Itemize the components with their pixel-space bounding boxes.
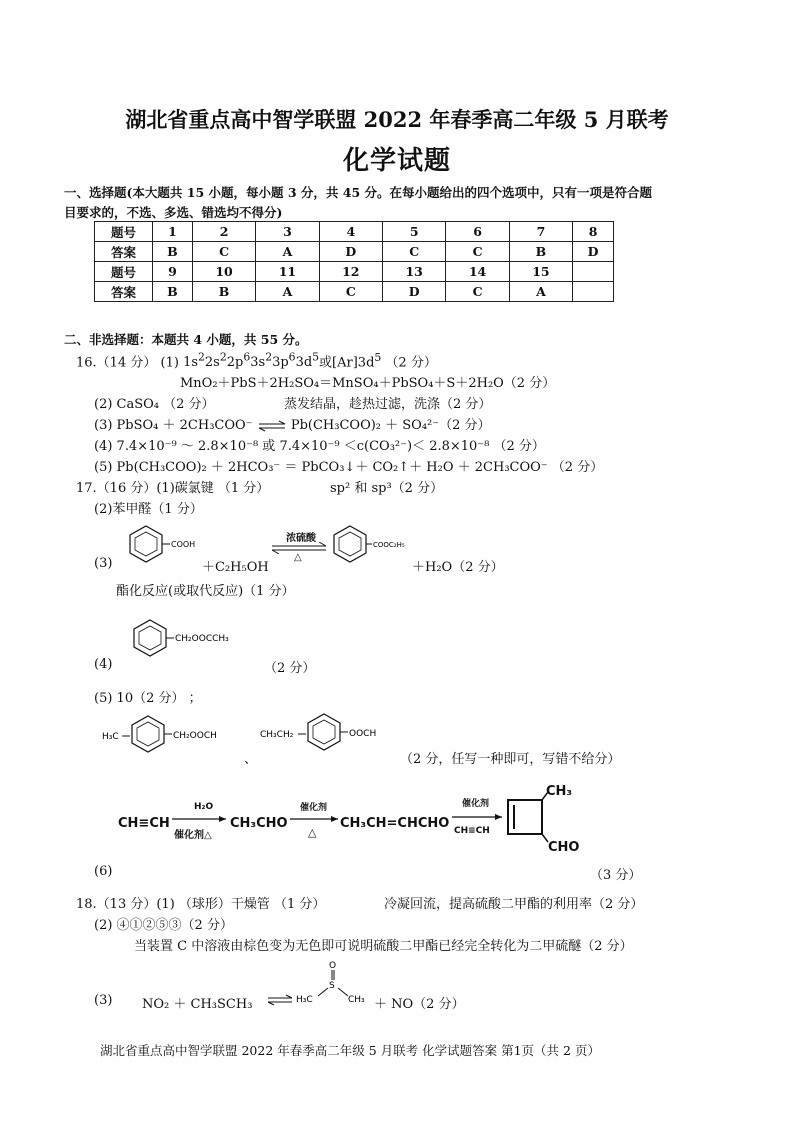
q18-head: 18.（13 分）(1) （球形）干燥管 （1 分）	[76, 897, 326, 912]
q16-p1-label: (1)	[160, 355, 179, 371]
q17-p4-label: (4)	[94, 657, 113, 672]
q16-p3-right: Pb(CH₃COO)₂ ＋ SO₄²⁻（2 分）	[290, 418, 491, 433]
table-cell: 7	[509, 222, 572, 242]
q17-p5-iso1-left: H₃C	[102, 732, 119, 742]
q17-p5-sep: 、	[244, 752, 258, 767]
table-cell: 题号	[95, 262, 153, 282]
q18-p3-ch3: CH₃	[348, 995, 365, 1005]
electron-configuration: $1s^22s^22p^63s^23p^63d^5$	[183, 351, 320, 371]
table-cell: 11	[256, 262, 319, 282]
table-cell: 4	[319, 222, 382, 242]
dmso-structure	[292, 956, 372, 1008]
q17-p3-label: (3)	[94, 556, 113, 571]
q17-p5-score: （2 分，任写一种即可，写错不给分）	[400, 752, 621, 767]
table-cell: 3	[256, 222, 319, 242]
q18-p3-o: O	[329, 961, 337, 971]
q17-p5-iso1-right: CH₂OOCH	[173, 731, 217, 741]
table-cell: 2	[192, 222, 255, 242]
q17-p6-a-top: H₂O	[194, 802, 214, 812]
q16-p2: (2) CaSO₄ （2 分）	[94, 397, 215, 412]
table-cell: A	[256, 282, 319, 302]
table-row	[95, 282, 614, 302]
table-cell: 1	[153, 222, 193, 242]
q17-p1-b: sp² 和 sp³（2 分）	[330, 481, 444, 496]
table-row	[95, 242, 614, 262]
q17-p6-b-bot: △	[308, 826, 317, 839]
q16-config-alt: 或[Ar]3d	[319, 355, 375, 371]
q17-p3-water: ＋H₂O（2 分）	[412, 560, 504, 575]
equilibrium-arrow-icon	[266, 994, 294, 1006]
q17-p5: (5) 10（2 分） ；	[94, 691, 202, 706]
q17-head: 17.（16 分）(1)碳氯键 （1 分）	[76, 481, 270, 496]
table-cell: 13	[382, 262, 445, 282]
table-cell: 题号	[95, 222, 153, 242]
q17-p3-type: 酯化反应(或取代反应)（1 分）	[116, 584, 295, 599]
table-cell: C	[446, 242, 509, 262]
table-cell: A	[509, 282, 572, 302]
q17-p5-iso2-left: CH₃CH₂	[260, 730, 294, 740]
q17-p6-score: （3 分）	[590, 868, 642, 883]
table-cell: D	[573, 242, 614, 262]
table-cell: 15	[509, 262, 572, 282]
q18-p1-b: 冷凝回流，提高硫酸二甲酯的利用率（2 分）	[384, 897, 644, 912]
table-cell: B	[153, 282, 193, 302]
reaction-arrow-icon	[290, 814, 340, 824]
q17-p6-c-bot: CH≡CH	[454, 826, 490, 836]
table-cell: 8	[573, 222, 614, 242]
q17-p4-sub: CH₂OOCCH₃	[175, 634, 229, 644]
subject-title: 化学试题	[342, 146, 451, 176]
isomer-1-structure	[100, 708, 250, 758]
table-cell: 答案	[95, 242, 153, 262]
table-cell: 10	[192, 262, 255, 282]
q17-p6-label: (6)	[94, 864, 113, 879]
table-cell: 答案	[95, 282, 153, 302]
q18-p3-h3c: H₃C	[296, 995, 313, 1005]
reaction-arrow-icon	[172, 814, 228, 824]
table-cell: C	[382, 242, 445, 262]
table-row	[95, 222, 614, 242]
q18-p3-s: S	[329, 981, 335, 991]
q17-p6-a-bot: 催化剂△	[174, 830, 212, 841]
table-cell: 6	[446, 222, 509, 242]
q16-p3-left: (3) PbSO₄ ＋ 2CH₃COO⁻	[94, 418, 253, 433]
table-cell: A	[256, 242, 319, 262]
q18-p3-right: ＋ NO（2 分）	[374, 997, 465, 1012]
section1-heading-line1: 一、选择题(本大题共 15 小题，每小题 3 分，共 45 分。在每小题给出的四个选项中，只有一项是符合题	[64, 185, 653, 200]
q17-p6-ch3: CH₃	[546, 784, 573, 799]
table-cell: 9	[153, 262, 193, 282]
q17-p4-score: （2 分）	[264, 661, 316, 676]
q17-p6-cho: CHO	[548, 840, 580, 855]
table-cell	[573, 282, 614, 302]
q16-p5: (5) Pb(CH₃COO)₂ ＋ 2HCO₃⁻ ＝ PbCO₃↓＋ CO₂↑＋ H₂O ＋ 2CH₃COO⁻ （2 分）	[94, 460, 604, 475]
table-cell: C	[192, 242, 255, 262]
q16-head: 16.（14 分）	[76, 355, 157, 371]
table-cell: B	[509, 242, 572, 262]
q17-p6-start: CH≡CH	[118, 816, 170, 831]
q17-p3-ester: COOC₂H₅	[373, 541, 405, 549]
q17-p2: (2)苯甲醛（1 分）	[94, 502, 203, 517]
table-cell: B	[192, 282, 255, 302]
answer-table	[94, 221, 614, 302]
table-cell: 5	[382, 222, 445, 242]
table-cell	[573, 262, 614, 282]
q17-p3-delta: △	[294, 552, 302, 563]
table-cell: D	[382, 282, 445, 302]
reaction-arrow-icon	[452, 812, 504, 822]
q18-p3-left: NO₂ ＋ CH₃SCH₃	[142, 997, 253, 1012]
exam-title: 湖北省重点高中智学联盟 2022 年春季高二年级 5 月联考	[125, 107, 669, 132]
q18-p3-label: (3)	[94, 993, 113, 1008]
q17-p3-cooh: COOH	[171, 540, 196, 549]
q18-p2: (2) ④①②⑤③（2 分）	[94, 918, 233, 933]
table-cell: 12	[319, 262, 382, 282]
q17-p5-iso2-right: OOCH	[349, 729, 377, 739]
isomer-2-structure	[258, 706, 398, 756]
q16-p1-score: （2 分）	[385, 355, 437, 371]
q16-p3	[94, 414, 491, 433]
equilibrium-arrow-icon	[257, 420, 287, 432]
benzyl-acetate-structure	[128, 618, 278, 664]
q16-p4: (4) 7.4×10⁻⁹ ～ 2.8×10⁻⁸ 或 7.4×10⁻⁹ ＜c(CO₃²⁻)＜ 2.8×10⁻⁸ （2 分）	[94, 439, 545, 454]
section1-heading-line2: 目要求的，不选、多选、错选均不得分)	[64, 205, 283, 220]
table-row	[95, 262, 614, 282]
table-cell: C	[446, 282, 509, 302]
q17-p6-mid1: CH₃CHO	[230, 816, 288, 831]
page-footer: 湖北省重点高中智学联盟 2022 年春季高二年级 5 月联考 化学试题答案 第1页（共 2 页）	[100, 1043, 600, 1058]
q17-p3-catalyst: 浓硫酸	[286, 533, 316, 544]
table-cell: 14	[446, 262, 509, 282]
q16-p2-b: 蒸发结晶，趁热过滤，洗涤（2 分）	[284, 397, 492, 412]
q17-p6-c-top: 催化剂	[462, 799, 490, 809]
q16-line1: 16.（14 分） (1) $1s^22s^22p^63s^23p^63d^5$或$[Ar]3d^5$ （2 分）	[76, 351, 437, 371]
q18-p2-b: 当装置 C 中溶液由棕色变为无色即可说明硫酸二甲酯已经完全转化为二甲硫醚（2 分）	[134, 939, 633, 954]
q17-p6-mid2: CH₃CH=CHCHO	[340, 816, 450, 831]
table-cell: B	[153, 242, 193, 262]
table-cell: D	[319, 242, 382, 262]
q17-p3-plus: ＋C₂H₅OH	[202, 560, 269, 575]
section2-heading: 二、非选择题：本题共 4 小题，共 55 分。	[64, 332, 308, 347]
table-cell: C	[319, 282, 382, 302]
q16-equation: MnO₂＋PbS＋2H₂SO₄＝MnSO₄＋PbSO₄＋S＋2H₂O（2 分）	[180, 376, 556, 391]
q17-p6-b-top: 催化剂	[300, 803, 328, 813]
